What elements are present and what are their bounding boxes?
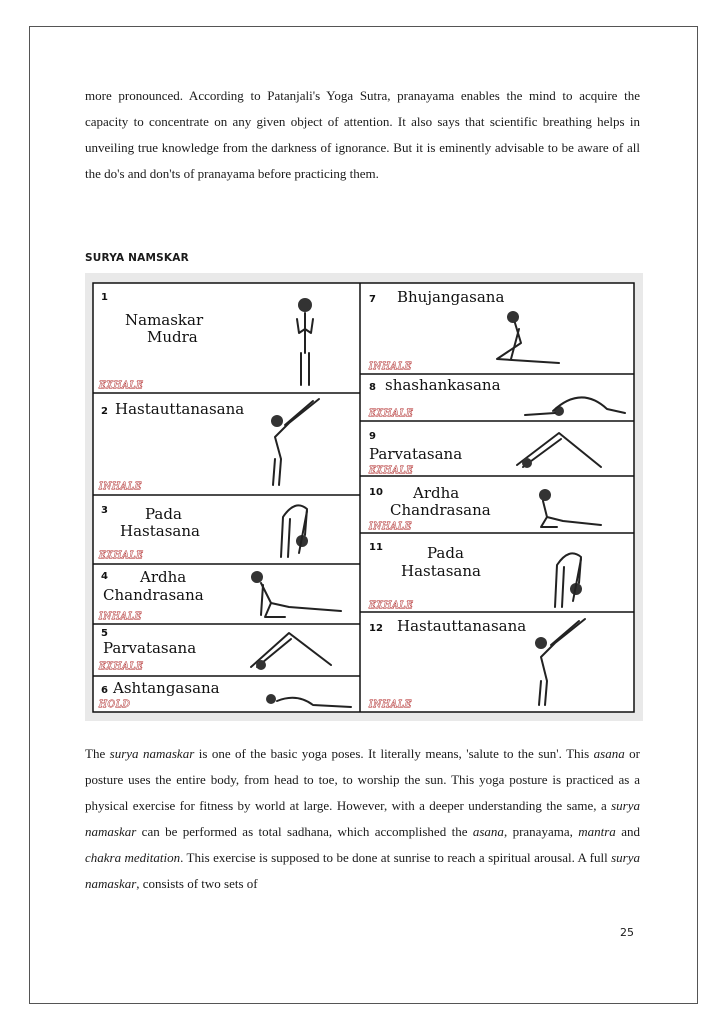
step-breath-4: INHALE xyxy=(99,612,143,622)
step-breath-8: EXHALE xyxy=(369,409,414,419)
step-breath-7: INHALE xyxy=(369,362,413,372)
step-breath-10: INHALE xyxy=(369,522,413,532)
step-title-12: Hastauttanasana xyxy=(397,617,527,635)
step-title-1a: Namaskar xyxy=(125,311,204,329)
step-breath-6: HOLD xyxy=(99,700,131,710)
step-title-10a: Ardha xyxy=(413,484,460,502)
step-number-5: 5 xyxy=(101,628,108,639)
step-title-9: Parvatasana xyxy=(369,445,463,463)
step-number-2: 2 xyxy=(101,406,108,417)
step-title-3b: Hastasana xyxy=(120,522,200,540)
step-title-5: Parvatasana xyxy=(103,639,197,657)
paragraph-surya-namaskar: The surya namaskar is one of the basic yoga poses. It literally means, 'salute to the sun'. This asana or posture uses the entire body, from head to toe, to worship the sun. This yoga posture is practiced as a physical exercise for fitness by world at large. However, with a deeper understanding the same, a surya namaskar can be performed as total sadhana, which accomplished the asana, pranayama, mantra and chakra meditation. This exercise is supposed to be done at sunrise to reach a spiritual arousal. A full surya namaskar, consists of two sets of xyxy=(85,746,640,891)
step-breath-5: EXHALE xyxy=(99,662,144,672)
paragraph-pranayama: more pronounced. According to Patanjali's Yoga Sutra, pranayama enables the mind to acquire the capacity to concentrate on any given object of attention. It also says that scientific breathing helps in unveiling true knowledge from the darkness of ignorance. But it is eminently advisable to be aware of all the do's and don'ts of pranayama before practicing them. xyxy=(85,88,640,181)
step-number-10: 10 xyxy=(369,487,383,498)
page-number: 25 xyxy=(620,926,634,939)
step-title-8: shashankasana xyxy=(385,376,501,394)
step-title-1b: Mudra xyxy=(147,328,198,346)
step-number-4: 4 xyxy=(101,571,108,582)
step-breath-1: EXHALE xyxy=(99,381,144,391)
step-title-4b: Chandrasana xyxy=(103,586,204,604)
step-number-3: 3 xyxy=(101,505,108,516)
surya-namaskar-figure xyxy=(85,273,643,721)
step-number-11: 11 xyxy=(369,542,383,553)
step-title-10b: Chandrasana xyxy=(390,501,491,519)
step-number-8: 8 xyxy=(369,382,376,393)
step-title-11b: Hastasana xyxy=(401,562,481,580)
step-breath-11: EXHALE xyxy=(369,601,414,611)
step-number-9: 9 xyxy=(369,431,376,442)
step-number-7: 7 xyxy=(369,294,376,305)
step-title-3a: Pada xyxy=(145,505,182,523)
step-title-7: Bhujangasana xyxy=(397,288,505,306)
step-title-4a: Ardha xyxy=(140,568,187,586)
step-title-6: Ashtangasana xyxy=(113,679,220,697)
step-number-1: 1 xyxy=(101,292,108,303)
step-number-6: 6 xyxy=(101,685,108,696)
step-title-11a: Pada xyxy=(427,544,464,562)
section-heading: SURYA NAMSKAR xyxy=(85,252,189,264)
step-title-2: Hastauttanasana xyxy=(115,400,245,418)
step-number-12: 12 xyxy=(369,623,383,634)
step-breath-12: INHALE xyxy=(369,700,413,710)
step-breath-2: INHALE xyxy=(99,482,143,492)
step-breath-9: EXHALE xyxy=(369,466,414,476)
step-breath-3: EXHALE xyxy=(99,551,144,561)
